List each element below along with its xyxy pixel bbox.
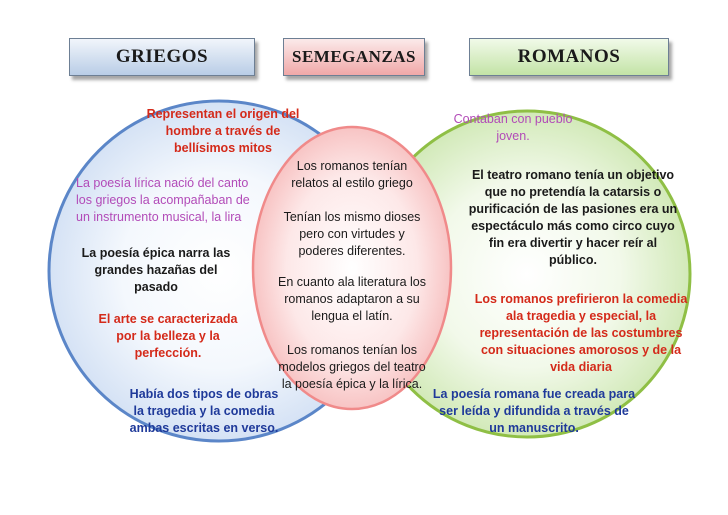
griegos-obras-text: Había dos tipos de obras la tragedia y la comedia ambas escritas en verso. [129,387,279,435]
griegos-origen-text: Representan el origen del hombre a través de bellísimos mitos [146,107,300,155]
romanos-pueblo-text: Contaban con pueblo joven. [453,112,573,143]
semeganzas-relatos-text: Los romanos tenían relatos al estilo griego [291,159,413,190]
romanos-teatro-text: El teatro romano tenía un objetivo que no pretendía la catarsis o purificación de las pasiones era un espectáculo más como circo cuyo fin era divertir y hacer reír al público. [468,168,678,267]
semeganzas-dioses-text: Tenían los mismo dioses pero con virtudes y poderes diferentes. [283,210,421,258]
header-semeganzas: SEMEGANZAS [283,38,425,76]
griegos-lirica-text: La poesía lírica nació del canto los griegos la acompañaban de un instrumento musical, la lira [76,176,250,224]
romanos-manuscrito-text: La poesía romana fue creada para ser leída y difundida a través de un manuscrito. [432,387,636,435]
griegos-arte-text: El arte se caracterizada por la belleza y la perfección. [98,312,238,360]
header-griegos: GRIEGOS [69,38,255,76]
griegos-epica-text: La poesía épica narra las grandes hazañas del pasado [81,246,231,294]
header-romanos: ROMANOS [469,38,669,76]
semeganzas-modelos-text: Los romanos tenían los modelos griegos del teatro la poesía épica y la lírica. [278,343,426,391]
romanos-comedia-text: Los romanos prefirieron la comedia ala tragedia y especial, la representación de las costumbres con situaciones amorosos y de la vida diaria [474,292,688,374]
semeganzas-latin-text: En cuanto ala literatura los romanos adaptaron a su lengua el latín. [278,275,427,323]
